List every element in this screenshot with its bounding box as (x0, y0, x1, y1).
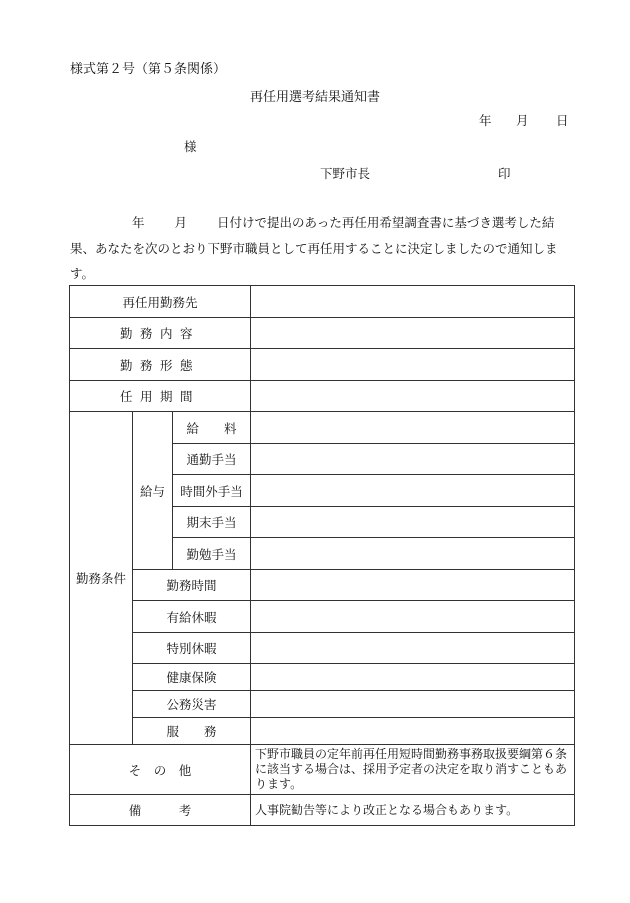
value-other: 下野市職員の定年前再任用短時間勤務事務取扱要綱第６条に該当する場合は、採用予定者の決定を取り消すこともあります。 (251, 745, 575, 795)
table-row (70, 795, 575, 826)
row-label-service: 服 務 (133, 718, 251, 745)
row-label-diligence: 勤勉手当 (173, 538, 251, 570)
addressee-suffix: 様 (184, 139, 197, 154)
value-workplace[interactable] (251, 286, 575, 318)
form-number: 様式第２号（第５条関係） (70, 62, 227, 77)
table-row (70, 601, 575, 633)
row-label-term: 任用期間 (70, 381, 251, 412)
table-row (70, 745, 575, 795)
table-row (70, 691, 575, 718)
value-special-leave[interactable] (251, 633, 575, 664)
document-title: 再任用選考結果通知書 (249, 90, 380, 105)
row-label-accident: 公務災害 (133, 691, 251, 718)
row-label-remarks: 備 考 (70, 795, 251, 826)
value-health-insurance[interactable] (251, 664, 575, 691)
value-paid-leave[interactable] (251, 601, 575, 633)
value-remarks: 人事院勧告等により改正となる場合もあります。 (251, 795, 575, 826)
body-year: 年 (132, 215, 145, 230)
notice-body (70, 210, 575, 287)
body-text: 日付けで提出のあった再任用希望調査書に基づき選考した結果、あなたを次のとおり下野市職員として再任用することに決定しましたので通知します。 (70, 215, 558, 281)
seal-mark: 印 (498, 166, 511, 181)
table-row (70, 381, 575, 412)
row-label-overtime: 時間外手当 (173, 475, 251, 507)
value-term[interactable] (251, 381, 575, 412)
group-label-salary: 給与 (133, 412, 173, 570)
body-month: 月 (174, 215, 188, 230)
table-row (70, 318, 575, 349)
value-hours[interactable] (251, 570, 575, 601)
table-row (70, 349, 575, 381)
row-label-other: そ の 他 (70, 745, 251, 795)
row-label-workplace: 再任用勤務先 (70, 286, 251, 318)
issuer-name: 下野市長 (320, 166, 371, 181)
value-base-pay[interactable] (251, 412, 575, 444)
row-label-special-leave: 特別休暇 (133, 633, 251, 664)
date-day-label: 日 (556, 113, 569, 128)
row-label-paid-leave: 有給休暇 (133, 601, 251, 633)
row-label-duties: 勤務内容 (70, 318, 251, 349)
value-overtime[interactable] (251, 475, 575, 507)
table-row (70, 664, 575, 691)
group-label-conditions: 勤務条件 (70, 412, 133, 745)
value-work-style[interactable] (251, 349, 575, 381)
row-label-term-end: 期末手当 (173, 507, 251, 538)
value-diligence[interactable] (251, 538, 575, 570)
conditions-table (69, 285, 575, 826)
table-row (70, 570, 575, 601)
row-label-base-pay: 給 料 (173, 412, 251, 444)
row-label-hours: 勤務時間 (133, 570, 251, 601)
table-row (70, 633, 575, 664)
row-label-commute: 通勤手当 (173, 444, 251, 475)
date-month-label: 月 (516, 113, 529, 128)
value-term-end[interactable] (251, 507, 575, 538)
table-row (70, 412, 575, 444)
row-label-health-insurance: 健康保険 (133, 664, 251, 691)
row-label-work-style: 勤務形態 (70, 349, 251, 381)
value-duties[interactable] (251, 318, 575, 349)
value-commute[interactable] (251, 444, 575, 475)
value-accident[interactable] (251, 691, 575, 718)
table-row (70, 718, 575, 745)
table-row (70, 286, 575, 318)
date-year-label: 年 (479, 113, 492, 128)
value-service[interactable] (251, 718, 575, 745)
